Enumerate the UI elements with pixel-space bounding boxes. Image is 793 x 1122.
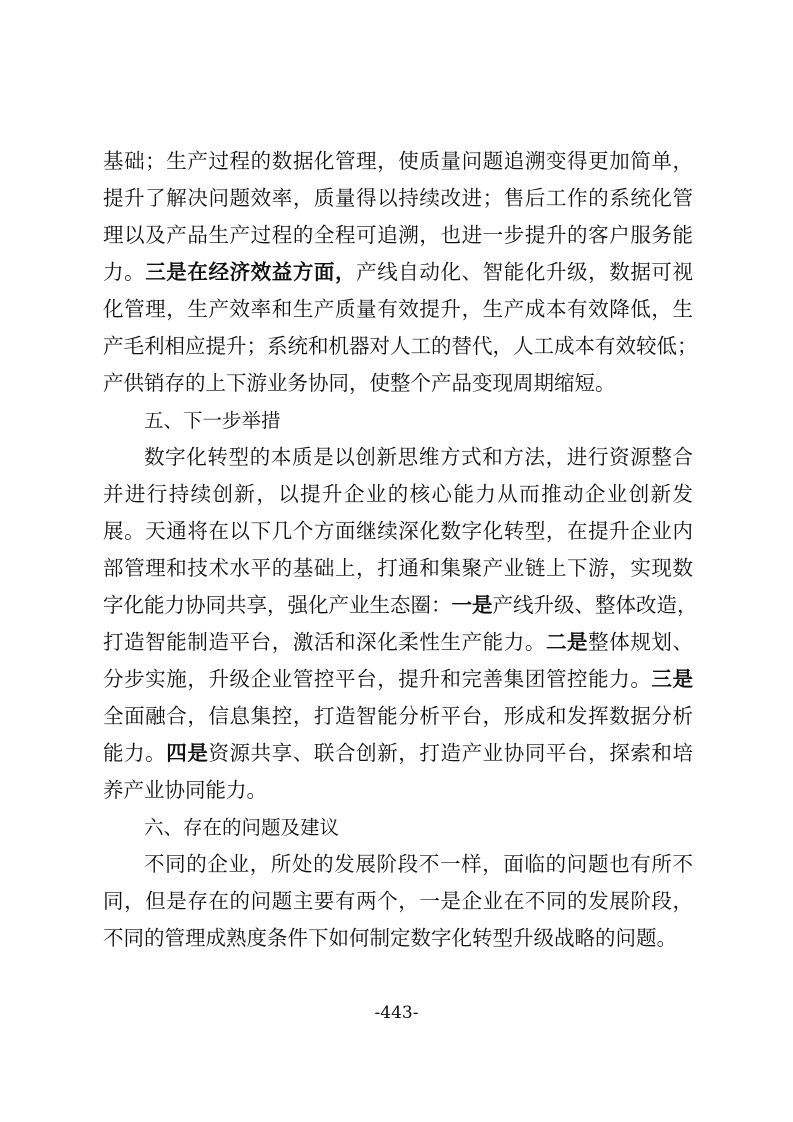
- paragraph-line: [103, 254, 693, 291]
- section-heading-next-steps: 五、下一步举措: [144, 409, 281, 432]
- line-text: 分步实施，升级企业管控平台，提升和完善集团管控能力。: [103, 667, 652, 691]
- paragraph-line: 并进行持续创新，以提升企业的核心能力从而推动企业创新发: [103, 482, 693, 506]
- paragraph-line: 养产业协同能力。: [103, 778, 267, 802]
- line-text: 产线自动化、智能化升级，数据可视: [356, 260, 694, 284]
- page-number: -443-: [374, 1003, 419, 1023]
- line-text: 资源共享、联合创新，打造产业协同平台，探索和培: [208, 741, 694, 765]
- document-body: [103, 143, 698, 957]
- paragraph-line: 数字化转型的本质是以创新思维方式和方法，进行资源整合: [144, 445, 693, 469]
- bold-lead-first: 一是: [451, 593, 493, 617]
- line-text: 打造智能制造平台，激活和深化柔性生产能力。: [103, 630, 546, 654]
- paragraph-line: 不同的管理成熟度条件下如何制定数字化转型升级战略的问题。: [103, 926, 677, 950]
- bold-lead-second: 二是: [545, 630, 589, 654]
- paragraph-line: 同，但是存在的问题主要有两个，一是企业在不同的发展阶段，: [103, 889, 693, 913]
- paragraph-line: 不同的企业，所处的发展阶段不一样，面临的问题也有所不: [144, 852, 693, 876]
- line-text: 字化能力协同共享，强化产业生态圈：: [103, 593, 452, 617]
- line-text: 力。: [103, 260, 146, 284]
- bold-lead-third: 三是: [651, 667, 693, 691]
- paragraph-line: 化管理，生产效率和生产质量有效提升，生产成本有效降低，生: [103, 297, 693, 321]
- paragraph-line: [103, 587, 698, 624]
- paragraph-line: 部管理和技术水平的基础上，打通和集聚产业链上下游，实现数: [103, 556, 693, 580]
- paragraph-line: [103, 661, 693, 698]
- paragraph-results: [103, 143, 698, 402]
- line-text: 能力。: [103, 741, 167, 765]
- paragraph-next-steps: [103, 439, 698, 809]
- paragraph-line: 提升了解决问题效率，质量得以持续改进；售后工作的系统化管: [103, 186, 693, 210]
- paragraph-line: 基础；生产过程的数据化管理，使质量问题追溯变得更加简单，: [103, 149, 693, 173]
- paragraph-line: 产毛利相应提升；系统和机器对人工的替代，人工成本有效较低；: [103, 334, 698, 358]
- bold-lead-fourth: 四是: [166, 741, 209, 765]
- paragraph-line: 产供销存的上下游业务协同，使整个产品变现周期缩短。: [103, 371, 616, 395]
- paragraph-line: 全面融合，信息集控，打造智能分析平台，形成和发挥数据分析: [103, 704, 693, 728]
- paragraph-line: [103, 735, 693, 772]
- section-heading-problems: 六、存在的问题及建议: [144, 816, 340, 839]
- paragraph-line: 展。天通将在以下几个方面继续深化数字化转型，在提升企业内: [103, 519, 693, 543]
- paragraph-problems: [103, 846, 693, 957]
- bold-lead-economic-benefits: 三是在经济效益方面，: [145, 260, 357, 284]
- paragraph-line: 理以及产品生产过程的全程可追溯，也进一步提升的客户服务能: [103, 223, 693, 247]
- line-text: 整体规划、: [588, 630, 694, 654]
- line-text: 产线升级、整体改造，: [492, 593, 698, 617]
- paragraph-line: [103, 624, 693, 661]
